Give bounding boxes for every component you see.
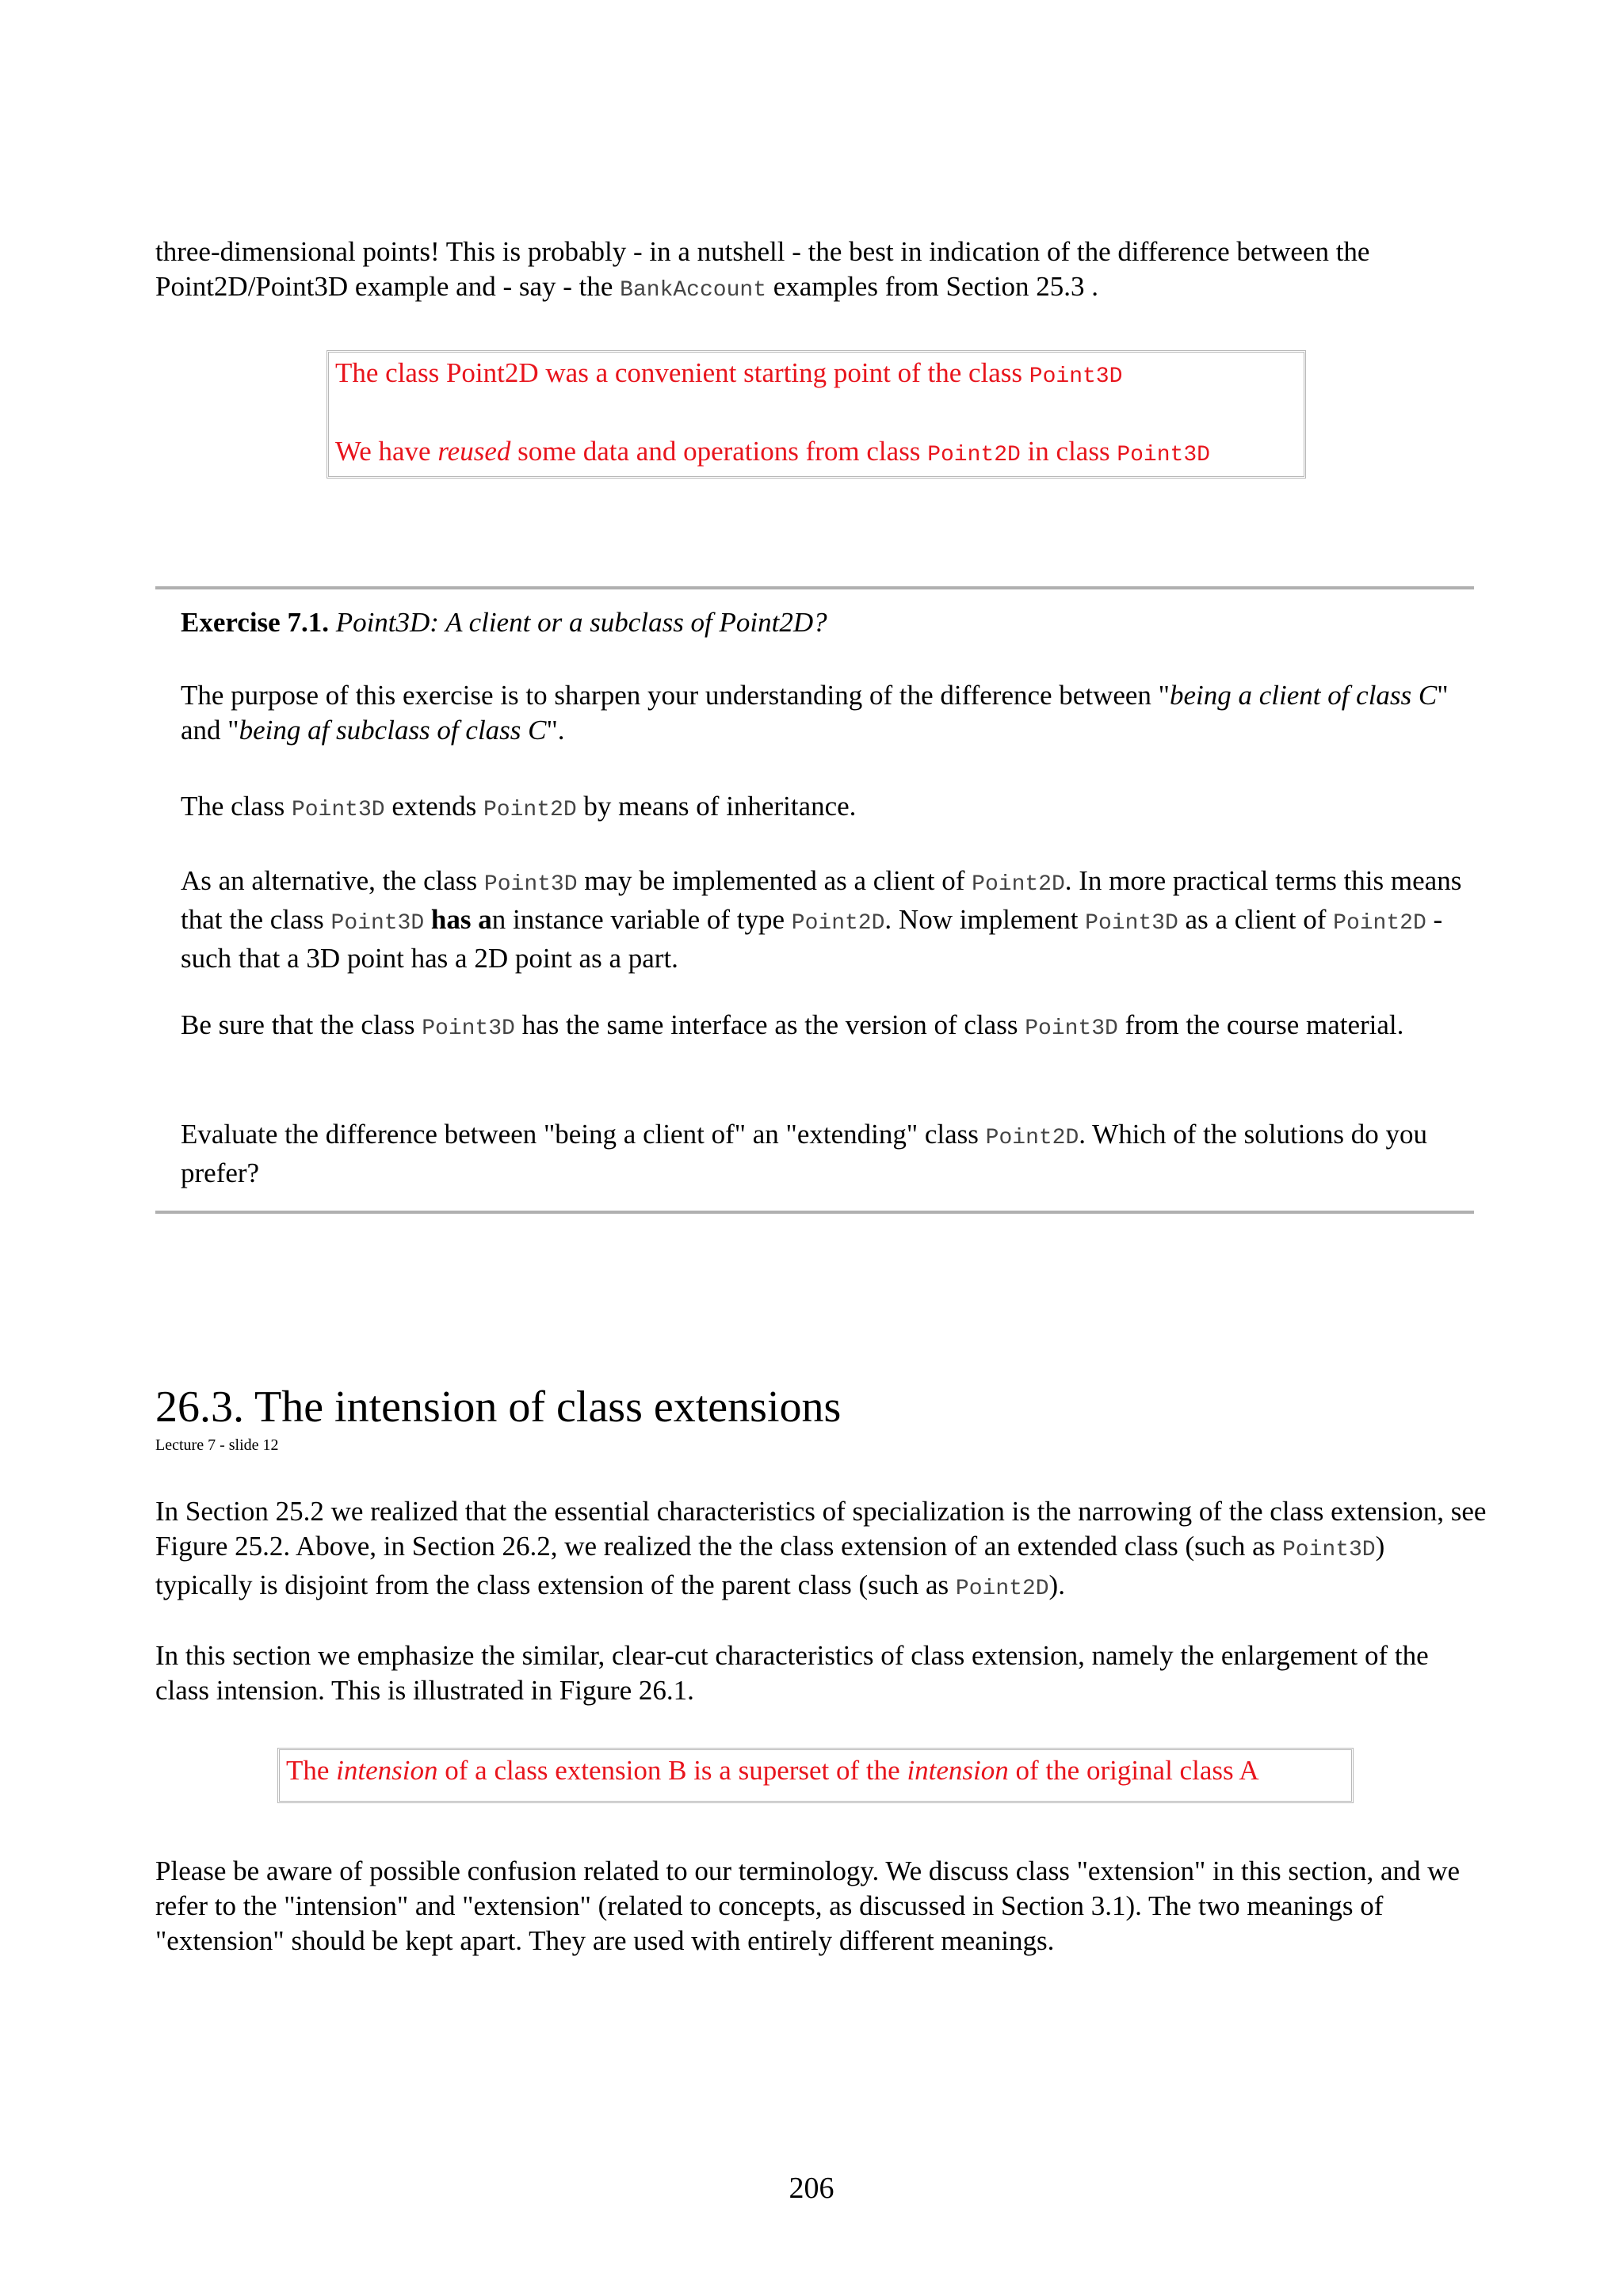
exercise-paragraph-4: Be sure that the class Point3D has the same interface as the version of class Point3D from the course material. <box>181 1009 1404 1041</box>
section-paragraph-3: Please be aware of possible confusion related to our terminology. We discuss class "extension" in this section, and we refer to the "intension" and "extension" (related to concepts, as discussed in Section 3.1). The two meanings of "extension" should be kept apart. They are used with entirely different meanings. <box>155 1855 1461 1956</box>
intro-paragraph: three-dimensional points! This is probably - in a nutshell - the best in indication of the difference between the Point2D/Point3D example and - say - the BankAccount examples from Section 25.3 . <box>155 236 1370 303</box>
section-paragraph-2: In this section we emphasize the similar, clear-cut characteristics of class extension, namely the enlargement of the class intension. This is illustrated in Figure 26.1. <box>155 1640 1429 1706</box>
exercise-paragraph-2: The class Point3D extends Point2D by means of inheritance. <box>181 791 857 822</box>
exercise-bottom-rule <box>155 1211 1474 1214</box>
highlight-box-intension: The intension of a class extension B is a superset of the intension of the original class A <box>277 1748 1354 1803</box>
box-line-1: The class Point2D was a convenient starting point of the class Point3D <box>335 357 1123 389</box>
exercise-paragraph-5: Evaluate the difference between "being a client of" an "extending" class Point2D. Which of the solutions do you prefer? <box>181 1119 1428 1188</box>
exercise-title: Exercise 7.1. Point3D: A client or a subclass of Point2D? <box>181 607 827 638</box>
box-line-2: We have reused some data and operations from class Point2D in class Point3D <box>335 436 1210 467</box>
section-heading: 26.3. The intension of class extensions <box>155 1383 842 1432</box>
section-paragraph-1: In Section 25.2 we realized that the essential characteristics of specialization is the narrowing of the class extension, see Figure 25.2. Above, in Section 26.2, we realized the the class extension of an extended class (such as Point3D) typically is disjoint from the class extension of the parent class (such as Point2D). <box>155 1496 1487 1601</box>
code-bankaccount: BankAccount <box>620 278 767 303</box>
exercise-paragraph-3: As an alternative, the class Point3D may be implemented as a client of Point2D. In more practical terms this means that the class Point3D has an instance variable of type Point2D. Now implement Point3D as a client of Point2D - such that a 3D point has a 2D point as a part. <box>181 865 1462 974</box>
slide-reference: Lecture 7 - slide 12 <box>155 1436 279 1454</box>
highlight-box-reuse <box>327 350 1306 479</box>
exercise-top-rule <box>155 586 1474 589</box>
page-number: 206 <box>789 2172 834 2205</box>
exercise-paragraph-1: The purpose of this exercise is to sharpen your understanding of the difference between "being a client of class C" and "being af subclass of class C". <box>181 680 1449 746</box>
